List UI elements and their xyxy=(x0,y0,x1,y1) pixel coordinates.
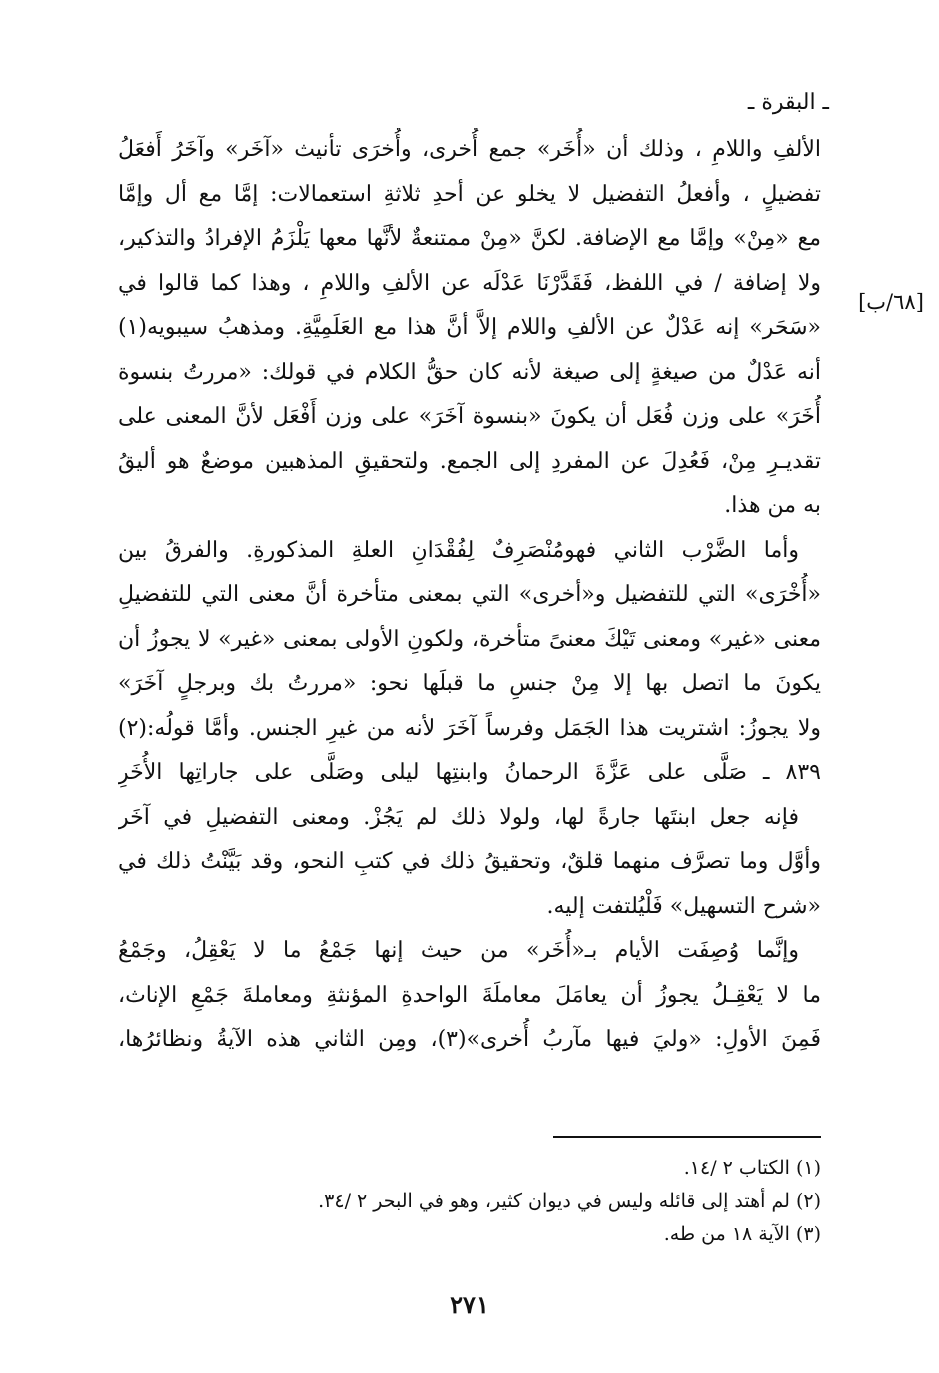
text-line: به من هذا. xyxy=(724,493,821,518)
footnote-separator xyxy=(553,1136,821,1138)
text-line: فإنه جعل ابنتَها جارةً لها، ولولا ذلك لم يَجُزْ. ومعنى التفضيلِ في آخَر xyxy=(118,804,799,830)
text-line: «سَحَر» إنه عَدْلٌ عن الألفِ واللام إلاَّ أنَّ هذا مع العَلَمِيَّةِ. ومذهبُ سيبويه(١) xyxy=(118,315,821,340)
text-line: معنى «غير» ومعنى تَيْكَ معنىً متأخرة، ولكونِ الأولى بمعنى «غير» لا يجوزُ أن xyxy=(118,626,821,652)
page-number: ٢٧١ xyxy=(450,1290,489,1319)
text-line: ما لا يَعْقِـلُ يجوزُ أن يعامَلَ معاملَةَ الواحدةِ المؤنثةِ ومعاملةَ جَمْعِ الإناث، xyxy=(118,982,821,1008)
text-line: ولا يجوزُ: اشتريت هذا الجَمَل وفرساً آخَرَ لأنه من غيرِ الجنس. وأمَّا قولُه:(٢) xyxy=(118,715,821,741)
manuscript-folio-marker: [٦٨/ب] xyxy=(858,290,924,314)
running-header: ـ البقرة ـ xyxy=(747,90,829,115)
text-line: مع «مِنْ» وإمَّا مع الإضافة. لكنَّ «مِنْ ممتنعةٌ لأنَّها معها يَلْزَمُ الإفرادُ والتذكير، xyxy=(118,226,821,251)
text-line: «شرح التسهيل» فَلْيُلتفت إليه. xyxy=(546,893,821,919)
text-line: وإنَّما وُصِفَت الأيام بـ«أُخَر» من حيث إنها جَمْعُ ما لا يَعْقِلُ، وجَمْعُ xyxy=(118,938,799,963)
footnote: (١) الكتاب ٢ /١٤. xyxy=(683,1157,821,1179)
text-line: أُخَرَ» على وزن فُعَل أن يكونَ «بنسوة آخَرَ» على وزن أَفْعَل لأنَّ المعنى على xyxy=(118,404,821,429)
text-line: تفضيلٍ ، وأفعلُ التفضيل لا يخلو عن أحدِ ثلاثةِ استعمالات: إمَّا مع أل وإمَّا xyxy=(118,181,821,207)
footnote: (٢) لم أهتد إلى قائله وليس في ديوان كثير، وهو في البحر ٢ /٣٤. xyxy=(318,1190,821,1212)
text-line: وأوَّل وما تصرَّف منهما قلقٌ، وتحقيقُ ذلك في كتبِ النحو، وقد بَيَّنْتُ ذلك في xyxy=(118,849,821,874)
text-line: يكونَ ما اتصل بها إلا مِنْ جنسِ ما قبلَها نحو: «مررتُ بك وبرجلٍ آخَرَ» xyxy=(118,671,821,696)
text-line: أنه عَدْلٌ من صيغةٍ إلى صيغة لأنه كان حقُّ الكلام في قولك: «مررتُ بنسوة xyxy=(118,359,821,385)
verse-line: ٨٣٩ ـ صَلَّى على عَزَّةَ الرحمانُ وابنتِها ليلى وصَلَّى على جاراتِها الأُخَرِ xyxy=(118,760,821,785)
text-line: فَمِنَ الأولِ: «وليَ فيها مآربُ أُخرى»(٣)، ومِن الثاني هذه الآيةُ ونظائرُها، xyxy=(118,1027,821,1052)
text-line: «أُخْرَى» التي للتفضيل و«أخرى» التي بمعنى متأخرة أنَّ معنى التي للتفضيلِ xyxy=(118,582,821,607)
text-line: وأما الضَّرْب الثاني فهومُنْصَرِفٌ لِفُقْدَانِ العلةِ المذكورةِ. والفرقُ بين xyxy=(118,537,799,563)
text-line: ولا إضافة / في اللفظ، فَقَدَّرْنَا عَدْلَه عن الألفِ واللامِ ، وهذا كما قالوا في xyxy=(118,270,821,296)
footnotes xyxy=(118,1152,821,1251)
text-line: الألفِ واللامِ ، وذلك أن «أُخَر» جمع أُخرى، وأُخرَى تأنيث «آخَر» وآخَرُ أَفعَلُ xyxy=(118,137,821,162)
text-line: تقديـرِ مِنْ، فَعُدِلَ عن المفردِ إلى الجمع. ولتحقيقِ المذهبين موضعٌ هو أليقُ xyxy=(118,448,821,474)
footnote: (٣) الآية ١٨ من طه. xyxy=(663,1223,821,1245)
main-text xyxy=(118,128,821,1063)
